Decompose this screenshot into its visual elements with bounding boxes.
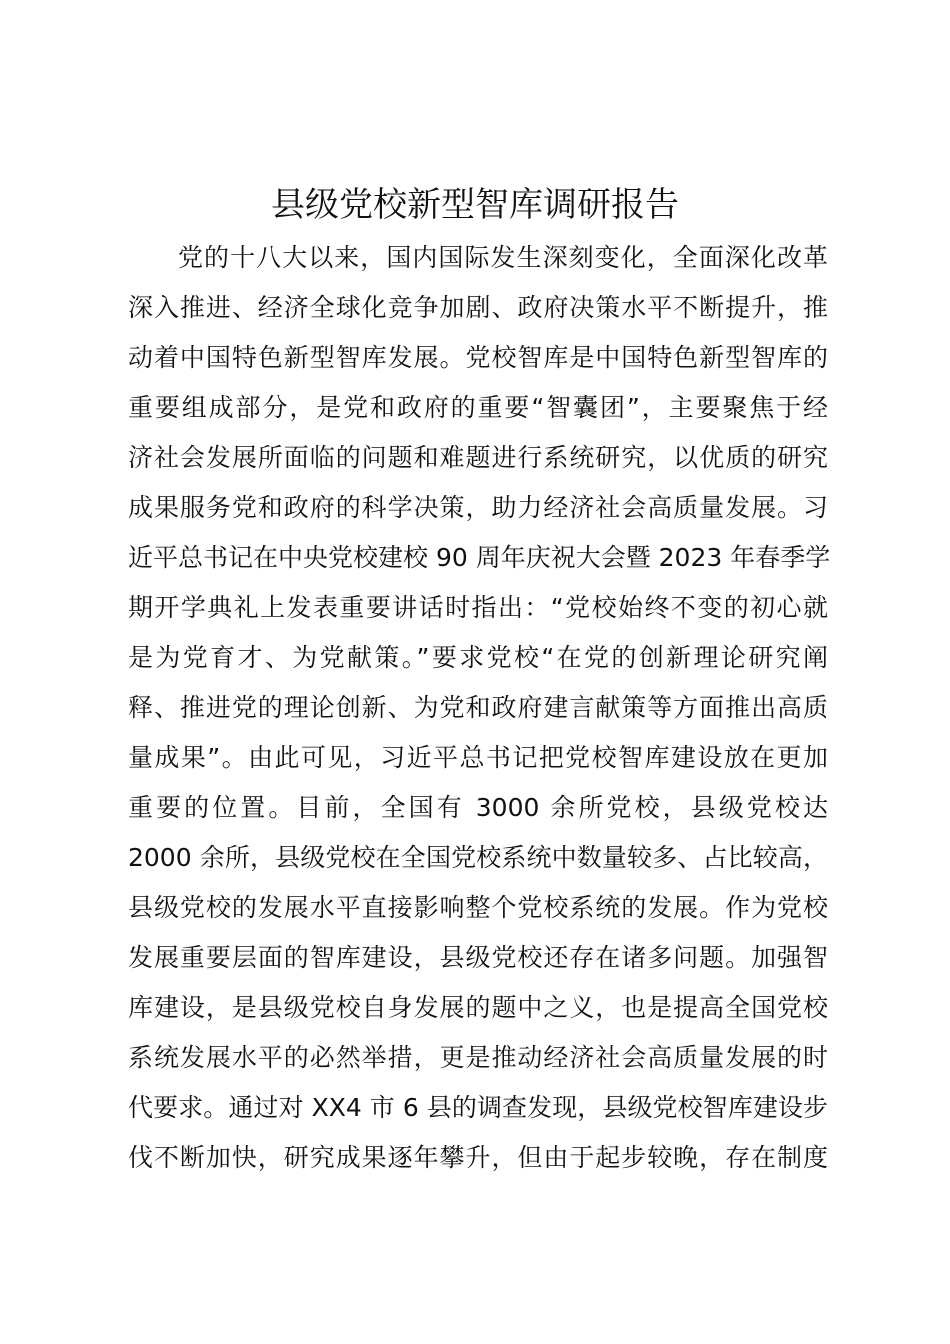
paragraph-line: 库建设，是县级党校自身发展的题中之义，也是提高全国党校 [128,993,828,1022]
paragraph-line: 动着中国特色新型智库发展。党校智库是中国特色新型智库的 [128,343,828,372]
paragraph-line: 济社会发展所面临的问题和难题进行系统研究，以优质的研究 [128,443,828,472]
paragraph-line: 成果服务党和政府的科学决策，助力经济社会高质量发展。习 [128,493,828,522]
paragraph-line: 代要求。通过对 XX4 市 6 县的调查发现，县级党校智库建设步 [128,1093,828,1122]
paragraph-line: 县级党校的发展水平直接影响整个党校系统的发展。作为党校 [128,893,828,922]
paragraph-line: 2000 余所，县级党校在全国党校系统中数量较多、占比较高， [128,843,828,872]
paragraph-line: 伐不断加快，研究成果逐年攀升，但由于起步较晚，存在制度 [128,1143,828,1172]
paragraph-line: 是为党育才、为党献策。”要求党校“在党的创新理论研究阐 [128,643,828,672]
paragraph-line: 重要组成部分，是党和政府的重要“智囊团”，主要聚焦于经 [128,393,828,422]
document-title: 县级党校新型智库调研报告 [271,185,679,225]
paragraph-line: 释、推进党的理论创新、为党和政府建言献策等方面推出高质 [128,693,828,722]
paragraph-line: 期开学典礼上发表重要讲话时指出：“党校始终不变的初心就 [128,593,828,622]
paragraph-line: 系统发展水平的必然举措，更是推动经济社会高质量发展的时 [128,1043,828,1072]
paragraph-line: 近平总书记在中央党校建校 90 周年庆祝大会暨 2023 年春季学 [128,543,831,572]
paragraph-line: 党的十八大以来，国内国际发生深刻变化，全面深化改革 [178,243,828,272]
paragraph-line: 量成果”。由此可见，习近平总书记把党校智库建设放在更加 [128,743,828,772]
paragraph-line: 深入推进、经济全球化竞争加剧、政府决策水平不断提升，推 [128,293,828,322]
body-paragraph [128,233,831,1183]
paragraph-line: 发展重要层面的智库建设，县级党校还存在诸多问题。加强智 [128,943,828,972]
paragraph-line: 重要的位置。目前，全国有 3000 余所党校，县级党校达 [128,793,828,822]
